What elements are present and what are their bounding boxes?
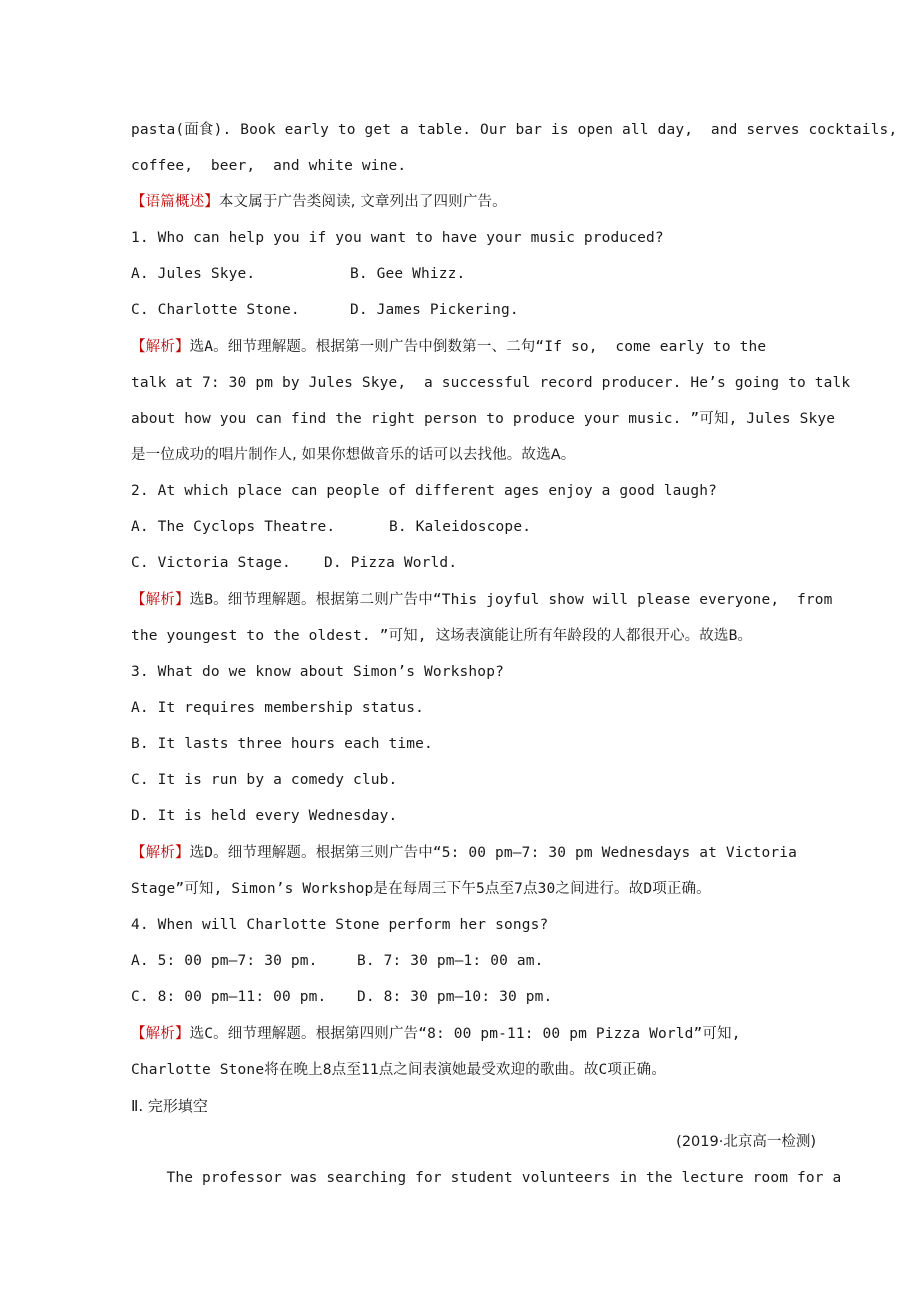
overview-text: 本文属于广告类阅读, 文章列出了四则广告。 <box>218 194 507 210</box>
question-stem: 3. What do we know about Simon’s Workshop? <box>131 664 504 680</box>
overview <box>131 192 507 212</box>
analysis-tag: 【解析】 <box>131 845 190 861</box>
analysis-line: the youngest to the oldest. ”可知, 这场表演能让所有年龄段的人都很开心。故选B。 <box>131 628 753 644</box>
analysis-line <box>131 843 797 863</box>
question-stem: 4. When will Charlotte Stone perform her songs? <box>131 917 549 933</box>
analysis-text: 选B。细节理解题。根据第二则广告中“This joyful show will please everyone, from <box>189 592 833 608</box>
source-note: (2019·北京高一检测) <box>676 1134 816 1150</box>
passage-line: coffee, beer, and white wine. <box>131 158 407 174</box>
option-c: C. 8: 00 pm—11: 00 pm. <box>131 989 327 1005</box>
analysis-line: Charlotte Stone将在晚上8点至11点之间表演她最受欢迎的歌曲。故C项正确。 <box>131 1062 666 1078</box>
option-row <box>131 951 544 971</box>
option-b: B. It lasts three hours each time. <box>131 736 433 752</box>
option-a: A. Jules Skye. <box>131 266 256 282</box>
option-d: D. Pizza World. <box>324 555 458 571</box>
option-d: D. James Pickering. <box>350 302 519 318</box>
analysis-line: 是一位成功的唱片制作人, 如果你想做音乐的话可以去找他。故选A。 <box>131 447 576 463</box>
option-b: B. 7: 30 pm—1: 00 am. <box>357 953 544 969</box>
analysis-line: talk at 7: 30 pm by Jules Skye, a successful record producer. He’s going to talk <box>131 375 851 391</box>
question-stem: 2. At which place can people of different ages enjoy a good laugh? <box>131 483 718 499</box>
analysis-line <box>131 1024 741 1044</box>
overview-tag: 【语篇概述】 <box>131 194 219 210</box>
analysis-text: 选D。细节理解题。根据第三则广告中“5: 00 pm—7: 30 pm Wednesdays at Victoria <box>189 845 797 861</box>
analysis-line <box>131 590 832 610</box>
option-row <box>131 300 519 320</box>
option-b: B. Kaleidoscope. <box>389 519 532 535</box>
analysis-line <box>131 337 766 357</box>
analysis-line: Stage”可知, Simon’s Workshop是在每周三下午5点至7点30之间进行。故D项正确。 <box>131 881 711 897</box>
option-a: A. 5: 00 pm—7: 30 pm. <box>131 953 318 969</box>
option-row <box>131 987 553 1007</box>
passage-line: The professor was searching for student volunteers in the lecture room for a <box>131 1170 842 1186</box>
analysis-text: 选C。细节理解题。根据第四则广告“8: 00 pm-11: 00 pm Pizza World”可知, <box>189 1026 741 1042</box>
analysis-tag: 【解析】 <box>131 339 190 355</box>
question-stem: 1. Who can help you if you want to have your music produced? <box>131 230 664 246</box>
option-row <box>131 517 532 537</box>
option-a: A. It requires membership status. <box>131 700 425 716</box>
section-title: Ⅱ. 完形填空 <box>131 1097 208 1115</box>
analysis-tag: 【解析】 <box>131 1026 190 1042</box>
option-d: D. It is held every Wednesday. <box>131 808 398 824</box>
option-c: C. Charlotte Stone. <box>131 302 300 318</box>
option-a: A. The Cyclops Theatre. <box>131 519 336 535</box>
option-row <box>131 264 466 284</box>
analysis-text: 选A。细节理解题。根据第一则广告中倒数第一、二句“If so, come early to the <box>189 339 767 355</box>
analysis-tag: 【解析】 <box>131 592 190 608</box>
option-d: D. 8: 30 pm—10: 30 pm. <box>357 989 553 1005</box>
analysis-line: about how you can find the right person to produce your music. ”可知, Jules Skye <box>131 411 836 427</box>
option-c: C. Victoria Stage. <box>131 555 291 571</box>
option-c: C. It is run by a comedy club. <box>131 772 398 788</box>
option-row <box>131 553 458 573</box>
passage-line: pasta(面食). Book early to get a table. Our bar is open all day, and serves cocktails, <box>131 122 898 138</box>
option-b: B. Gee Whizz. <box>350 266 466 282</box>
